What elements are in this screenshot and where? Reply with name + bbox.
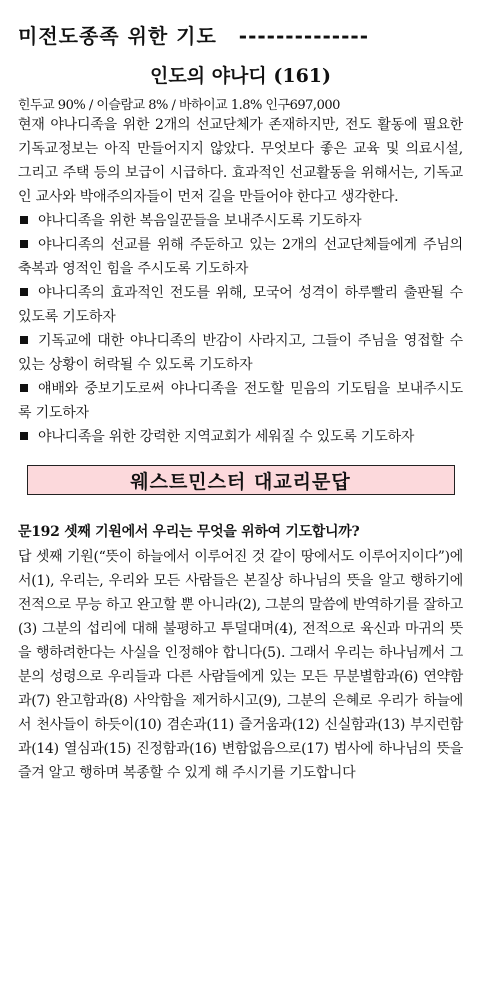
description-paragraph: 현재 야나디족을 위한 2개의 선교단체가 존재하지만, 전도 활동에 필요한 기독교정보는 아직 만들어지지 않았다. 무엇보다 좋은 교육 및 의료시설, 그리고 주택 등의 보급이 시급하다. 효과적인 선교활동을 위해서는, 기독교인 교사와 박애주의자들이 먼저 길을 만들어야 한다고 생각한다. [18, 117, 463, 205]
prayer-text: 얘배와 중보기도로써 야나디족을 전도할 믿음의 기도팀을 보내주시도록 기도하자 [18, 381, 463, 421]
page [0, 20, 479, 1007]
square-bullet-icon [20, 432, 28, 440]
prayer-text: 야나디족의 효과적인 전도를 위해, 모국어 성격이 하루빨리 출판될 수 있도록 기도하자 [18, 285, 463, 325]
list-item [18, 329, 463, 377]
prayer-text: 야나디족의 선교를 위해 주둔하고 있는 2개의 선교단체들에게 주님의 축복과 영적인 힘을 주시도록 기도하자 [18, 237, 463, 277]
square-bullet-icon [20, 288, 28, 296]
list-item [18, 377, 463, 425]
catechism-question: 문192 셋째 기원에서 우리는 무엇을 위하여 기도합니까? [18, 524, 360, 540]
square-bullet-icon [20, 336, 28, 344]
header-title: 미전도종족 위한 기도 [18, 24, 217, 48]
list-item [18, 281, 463, 329]
list-item [18, 425, 463, 449]
section-title: 인도의 야나디 (161) [150, 65, 331, 87]
religion-stats: 힌두교 90% / 이슬람교 8% / 바하이교 1.8% 인구697,000 [18, 98, 340, 113]
catechism-answer: 답 셋째 기원(“뜻이 하늘에서 이루어진 것 같이 땅에서도 이루어지이다”)에서(1), 우리는, 우리와 모든 사람들은 본질상 하나님의 뜻을 알고 행하기에 전적으로 무능 하고 완고할 뿐 아니라(2), 그분의 말씀에 반역하기를 잘하고(3) 그분의 섭리에 대해 불평하고 투덜대며(4), 전적으로 육신과 마귀의 뜻을 행하려한다는 사실을 인정해야 합니다(5). 그래서 우리는 하나님께서 그분의 성령으로 우리들과 다른 사람들에게 있는 모든 무분별함과(6) 연약함과(7) 완고함과(8) 사악함을 제거하시고(9), 그분의 은혜로 우리가 하늘에서 천사들이 하듯이(10) 겸손과(11) 즐거움과(12) 신실함과(13) 부지런함과(14) 열심과(15) 진정함과(16) 변함없음으로(17) 범사에 하나님의 뜻을 즐겨 알고 행하며 복종할 수 있게 해 주시기를 기도합니다 [18, 549, 463, 781]
list-item [18, 209, 463, 233]
catechism-banner: 웨스트민스터 대교리문답 [27, 465, 455, 495]
square-bullet-icon [20, 216, 28, 224]
header-dashes: -------------- [238, 24, 369, 48]
page-header [18, 20, 463, 49]
prayer-list [18, 209, 463, 449]
prayer-text: 야나디족을 위한 복음일꾼들을 보내주시도록 기도하자 [38, 213, 362, 229]
prayer-text: 기독교에 대한 야나디족의 반감이 사라지고, 그들이 주님을 영접할 수 있는 상황이 허락될 수 있도록 기도하자 [18, 333, 463, 373]
list-item [18, 233, 463, 281]
square-bullet-icon [20, 240, 28, 248]
prayer-text: 야나디족을 위한 강력한 지역교회가 세워질 수 있도록 기도하자 [38, 429, 415, 445]
square-bullet-icon [20, 384, 28, 392]
